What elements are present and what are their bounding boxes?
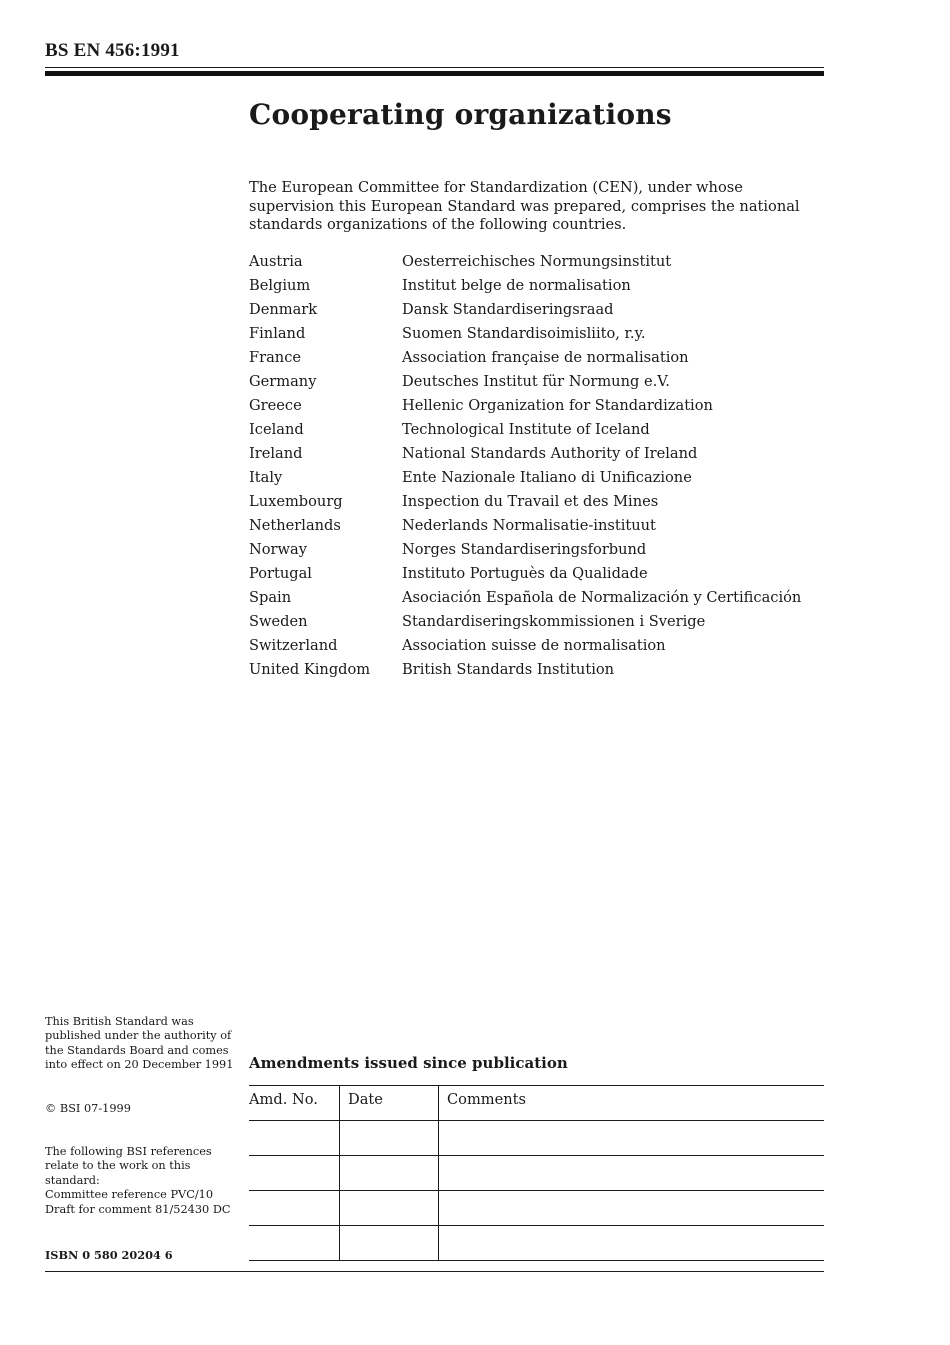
bsi-references <box>45 1145 240 1217</box>
organization-row <box>249 634 801 658</box>
publication-note: This British Standard was published under the authority of the Standards Board and comes into effect on 20 December 1991 <box>45 1015 234 1072</box>
country-name: United Kingdom <box>249 661 371 678</box>
organization-name: Suomen Standardisoimisliito, r.y. <box>402 325 646 342</box>
organization-name: Dansk Standardiseringsraad <box>402 301 614 318</box>
standard-number: BS EN 456:1991 <box>45 40 180 61</box>
organization-name: Oesterreichisches Normungsinstitut <box>402 253 672 270</box>
organization-row <box>249 346 801 370</box>
draft-reference: Draft for comment 81/52430 DC <box>45 1202 231 1216</box>
column-header-amd-no: Amd. No. <box>249 1086 340 1121</box>
organization-name: Asociación Española de Normalización y Certificación <box>402 589 802 606</box>
amendment-cell <box>249 1191 340 1226</box>
country-name: Greece <box>249 397 302 414</box>
amendment-cell <box>340 1121 439 1156</box>
amendment-cell <box>249 1156 340 1191</box>
country-name: Finland <box>249 325 306 342</box>
organization-name: British Standards Institution <box>402 661 615 678</box>
footer-rule <box>45 1271 824 1272</box>
amendment-row <box>249 1226 824 1261</box>
amendment-cell <box>439 1156 825 1191</box>
organization-row <box>249 490 801 514</box>
organization-row <box>249 658 801 682</box>
country-name: Ireland <box>249 445 303 462</box>
organization-row <box>249 610 801 634</box>
organization-row <box>249 322 801 346</box>
isbn: ISBN 0 580 20204 6 <box>45 1248 173 1262</box>
country-name: Italy <box>249 469 283 486</box>
page-title: Cooperating organizations <box>249 98 672 131</box>
amendment-cell <box>439 1226 825 1261</box>
organization-name: National Standards Authority of Ireland <box>402 445 698 462</box>
organization-row <box>249 394 801 418</box>
organization-name: Inspection du Travail et des Mines <box>402 493 659 510</box>
organization-row <box>249 538 801 562</box>
organization-row <box>249 586 801 610</box>
organization-name: Association suisse de normalisation <box>402 637 666 654</box>
country-name: Iceland <box>249 421 304 438</box>
country-name: Spain <box>249 589 292 606</box>
organization-name: Hellenic Organization for Standardization <box>402 397 713 414</box>
country-name: Austria <box>249 253 303 270</box>
column-header-date: Date <box>340 1086 439 1121</box>
amendment-cell <box>340 1226 439 1261</box>
organization-row <box>249 562 801 586</box>
country-name: Sweden <box>249 613 308 630</box>
copyright-notice: © BSI 07-1999 <box>45 1102 131 1115</box>
country-name: Denmark <box>249 301 318 318</box>
organization-name: Instituto Portuguès da Qualidade <box>402 565 648 582</box>
references-intro: The following BSI references relate to the work on this standard: <box>45 1145 212 1187</box>
amendment-cell <box>249 1226 340 1261</box>
country-name: Portugal <box>249 565 312 582</box>
country-name: Luxembourg <box>249 493 343 510</box>
amendments-table <box>249 1085 824 1261</box>
organization-name: Institut belge de normalisation <box>402 277 631 294</box>
organization-row <box>249 298 801 322</box>
organization-name: Deutsches Institut für Normung e.V. <box>402 373 670 390</box>
organization-list <box>249 250 801 682</box>
organization-name: Standardiseringskommissionen i Sverige <box>402 613 706 630</box>
amendment-cell <box>340 1191 439 1226</box>
organization-row <box>249 250 801 274</box>
amendment-cell <box>340 1156 439 1191</box>
amendment-row <box>249 1191 824 1226</box>
organization-name: Norges Standardiseringsforbund <box>402 541 647 558</box>
country-name: Switzerland <box>249 637 338 654</box>
organization-row <box>249 370 801 394</box>
amendments-header-row <box>249 1086 824 1121</box>
organization-name: Technological Institute of Iceland <box>402 421 650 438</box>
country-name: Belgium <box>249 277 311 294</box>
header-thick-rule <box>45 71 824 76</box>
country-name: France <box>249 349 302 366</box>
intro-paragraph: The European Committee for Standardization (CEN), under whose supervision this European Standard was prepared, comprises the national standards organizations of the following countries. <box>249 179 800 233</box>
organization-row <box>249 466 801 490</box>
organization-row <box>249 442 801 466</box>
amendment-row <box>249 1121 824 1156</box>
column-header-comments: Comments <box>439 1086 825 1121</box>
organization-row <box>249 514 801 538</box>
organization-row <box>249 418 801 442</box>
amendment-cell <box>249 1121 340 1156</box>
amendment-cell <box>439 1191 825 1226</box>
amendment-row <box>249 1156 824 1191</box>
country-name: Norway <box>249 541 307 558</box>
amendment-cell <box>439 1121 825 1156</box>
organization-name: Nederlands Normalisatie-instituut <box>402 517 656 534</box>
country-name: Germany <box>249 373 317 390</box>
committee-reference: Committee reference PVC/10 <box>45 1188 214 1202</box>
country-name: Netherlands <box>249 517 341 534</box>
organization-name: Ente Nazionale Italiano di Unificazione <box>402 469 692 486</box>
header-thin-rule <box>45 67 824 68</box>
organization-name: Association française de normalisation <box>402 349 689 366</box>
amendments-title: Amendments issued since publication <box>249 1054 568 1072</box>
organization-row <box>249 274 801 298</box>
